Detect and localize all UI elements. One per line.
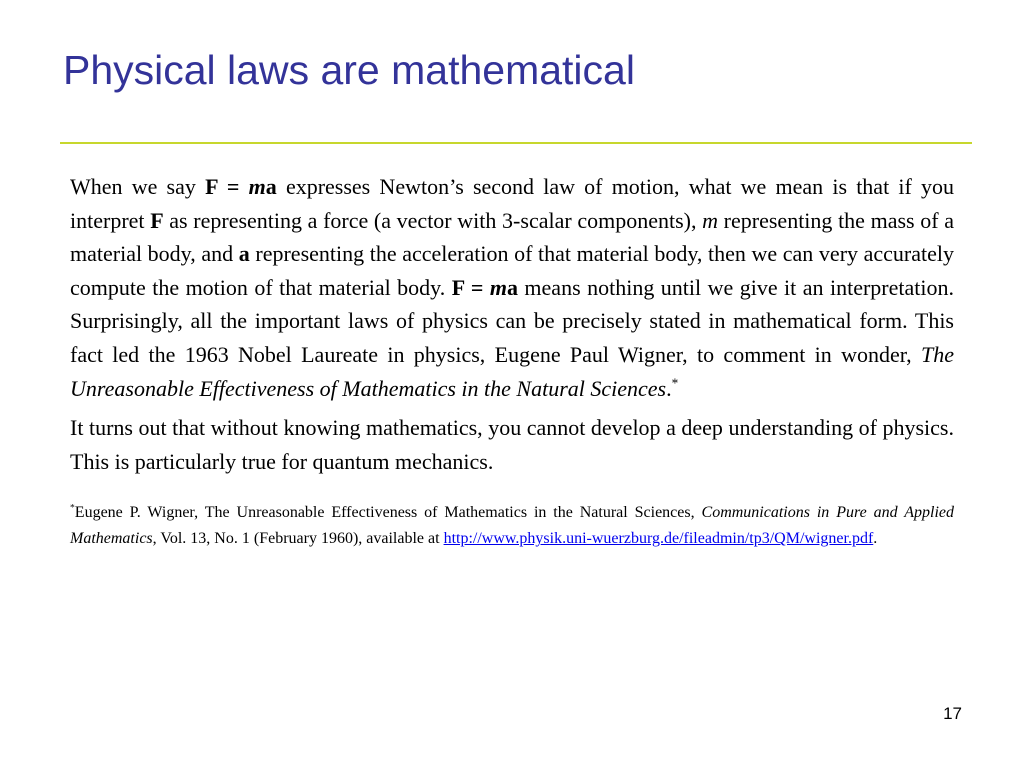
symbol-mass: m: [702, 207, 719, 233]
footnote-text: .: [873, 530, 878, 548]
title-divider: [60, 142, 972, 144]
book-title: The Unreasonable Effectiveness of Mathematics in the Natural Sciences: [70, 341, 954, 401]
text-run: means nothing until we give it an interpretation. Surprisingly, all the important laws of physics can be precisely stated in mathematical form. This fact led the 1963 Nobel Laureate in physics, Eugene Paul Wigner, to comment in wonder,: [70, 274, 954, 367]
journal-title: Communications in Pure and Applied Mathematics: [70, 504, 955, 548]
text-run: as representing a force (a vector with 3-scalar components),: [163, 207, 703, 233]
equation2-a: a: [506, 274, 518, 300]
equation-m-italic: m: [248, 174, 266, 199]
paragraph-quantum: It turns out that without knowing mathematics, you cannot develop a deep understanding of physics. This is particularly true for quantum mechanics.: [70, 415, 954, 474]
equation-f: F: [205, 174, 218, 199]
equation-a: a: [265, 174, 277, 199]
equation2-m-italic: m: [489, 274, 507, 300]
footnote-text: Eugene P. Wigner, The Unreasonable Effectiveness of Mathematics in the Natural Sciences,: [74, 504, 702, 522]
slide-title: Physical laws are mathematical: [63, 47, 635, 93]
footnote-star: *: [70, 503, 75, 515]
text-run: .: [666, 375, 672, 401]
text-run: expresses Newton’s second law of motion, what we mean is that if you interpret: [70, 174, 954, 233]
slide-body: [70, 170, 954, 552]
wigner-pdf-link[interactable]: http://www.physik.uni-wuerzburg.de/fileadmin/tp3/QM/wigner.pdf: [443, 530, 874, 548]
text-run: representing the acceleration of that material body, then we can very accurately compute the motion of that material body.: [70, 241, 955, 300]
text-run: representing the mass of a material body, and: [70, 207, 955, 267]
equation2-f: F: [451, 274, 465, 300]
equation2-m: [490, 275, 507, 300]
footnote-text: , Vol. 13, No. 1 (February 1960), available at: [152, 530, 444, 548]
equation-equals: =: [217, 174, 249, 199]
footnote-marker: *: [671, 375, 679, 391]
footnote: [70, 500, 954, 552]
page-number: 17: [943, 704, 962, 723]
paragraph-newtons-law: [70, 170, 954, 405]
equation2-equals: =: [464, 274, 490, 300]
symbol-force: F: [150, 207, 164, 233]
symbol-acceleration: a: [238, 241, 250, 267]
equation-m: [249, 174, 266, 199]
text-run: When we say: [70, 174, 206, 199]
